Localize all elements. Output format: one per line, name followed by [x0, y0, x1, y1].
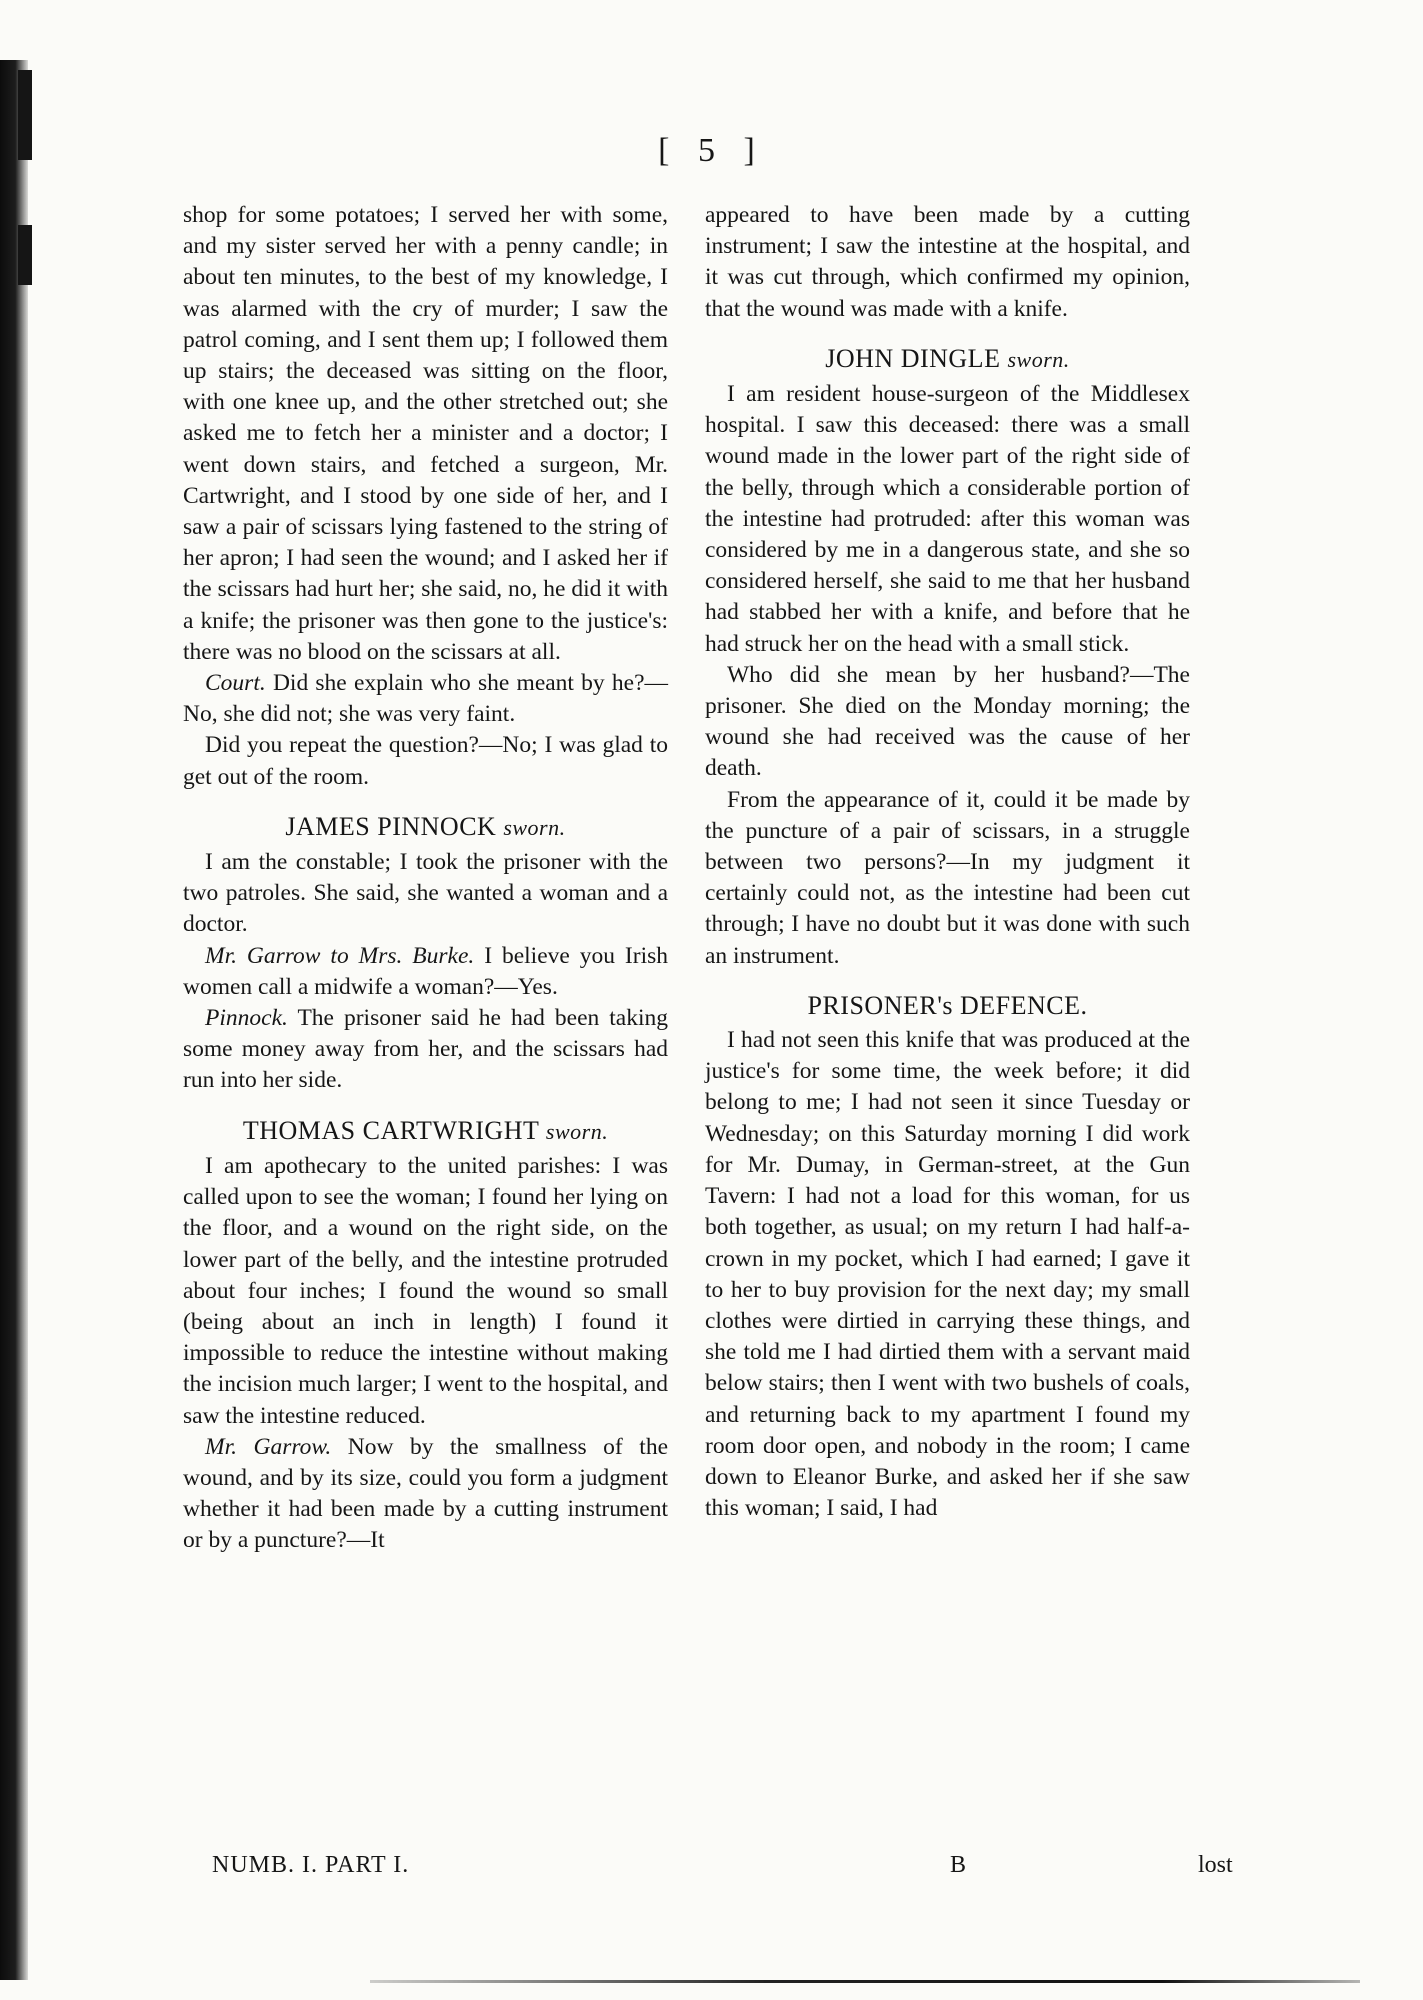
paragraph: From the appearance of it, could it be made by the puncture of a pair of scissars, in a struggle between two persons?—In my judgment it certainly could not, as the intestine had been cut through; I have no doubt but it was done with such an instrument.	[705, 786, 1190, 969]
sworn-label: sworn.	[1007, 346, 1070, 372]
speaker-label: Pinnock.	[205, 1005, 288, 1032]
paragraph: shop for some potatoes; I served her with some, and my sister served her with a penny candle; in about ten minutes, to the best of my knowledge, I was alarmed with the cry of murder; I saw the patrol coming, and I sent them up; I followed them up stairs; the deceased was sitting on the floor, with one knee up, and the other stretched out; she asked me to fetch her a minister and a doctor; I went down stairs, and fetched a surgeon, Mr. Cartwright, and I stood by one side of her, and I saw a pair of scissars lying fastened to the string of her apron; I had seen the wound; and I asked her if the scissars had hurt her; she said, no, he did it with a knife; the prisoner was then gone to the justice's: there was no blood on the scissars at all.	[183, 202, 668, 665]
paragraph	[183, 1003, 668, 1097]
speaker-label: Court.	[205, 670, 266, 697]
witness-name: JOHN DINGLE	[825, 343, 1008, 373]
signature-mark: B	[950, 1852, 967, 1878]
paragraph: I am apothecary to the united parishes: I was called upon to see the woman; I found her lying on the floor, and a wound on the right side, on the lower part of the belly, and the intestine protruded about four inches; I found the wound so small (being about an inch in length) I found it impossible to reduce the intestine without making the incision much larger; I went to the hospital, and saw the intestine reduced.	[183, 1152, 668, 1429]
paragraph-text: Now by the smallness of the wound, and by its size, could you form a judgment whether it had been made by a cutting instrument or by a puncture?—It	[183, 1433, 669, 1554]
witness-heading	[183, 811, 668, 843]
paragraph: Did you repeat the question?—No; I was glad to get out of the room.	[183, 732, 668, 790]
paragraph: I had not seen this knife that was produced at the justice's for some time, the week before; it did belong to me; I had not seen it since Tuesday or Wednesday; on this Saturday morning I did work for Mr. Dumay, in German-street, at the Gun Tavern: I had not a load for this woman, for us both together, as usual; on my return I had half-a-crown in my pocket, which I had earned; I gave it to her to buy provision for the next day; my small clothes were dirtied in carrying these things, and she told me I had dirtied them with a servant maid below stairs; then I went with two bushels of coals, and returning back to my apartment I found my room door open, and nobody in the room; I came down to Eleanor Burke, and asked her if she saw this woman; I said, I had	[705, 1027, 1190, 1522]
witness-heading	[183, 1115, 668, 1147]
bottom-rule	[370, 1980, 1360, 1983]
section-heading: PRISONER's DEFENCE.	[807, 990, 1088, 1020]
speaker-label: Mr. Garrow to Mrs. Burke.	[205, 942, 475, 969]
paragraph: Who did she mean by her husband?—The prisoner. She died on the Monday morning; the wound she had received was the cause of her death.	[705, 661, 1190, 782]
left-column	[183, 200, 668, 1557]
binding-edge	[0, 60, 28, 1980]
right-column	[705, 200, 1190, 1524]
paragraph-text: Did she explain who she meant by he?—No, she did not; she was very faint.	[183, 670, 668, 728]
witness-name: THOMAS CARTWRIGHT	[242, 1115, 546, 1145]
sworn-label: sworn.	[545, 1118, 609, 1144]
speaker-label: Mr. Garrow.	[205, 1433, 332, 1460]
paragraph	[183, 1432, 668, 1557]
paragraph: appeared to have been made by a cutting instrument; I saw the intestine at the hospital, and it was cut through, which confirmed my opinion, that the wound was made with a knife.	[705, 202, 1190, 322]
witness-name: JAMES PINNOCK	[285, 811, 504, 841]
binding-mark	[18, 225, 32, 285]
sworn-label: sworn.	[503, 814, 566, 840]
paragraph	[183, 668, 668, 730]
paragraph-text: The prisoner said he had been taking some money away from her, and the scissars had run into her side.	[183, 1005, 668, 1094]
page-number: [ 5 ]	[658, 132, 765, 169]
witness-heading	[705, 343, 1190, 375]
paragraph: I am resident house-surgeon of the Middlesex hospital. I saw this deceased: there was a small wound made in the lower part of the right side of the belly, through which a considerable portion of the intestine had protruded: after this woman was considered by me in a dangerous state, and she so considered herself, she said to me that her husband had stabbed her with a knife, and before that he had struck her on the head with a small stick.	[705, 381, 1190, 657]
catchword: lost	[1198, 1852, 1233, 1878]
paragraph: I am the constable; I took the prisoner with the two patroles. She said, she wanted a woman and a doctor.	[183, 849, 668, 938]
paragraph-text: I believe you Irish women call a midwife a woman?—Yes.	[183, 942, 668, 1000]
paragraph	[183, 941, 668, 1003]
issue-label: NUMB. I. PART I.	[212, 1852, 410, 1878]
